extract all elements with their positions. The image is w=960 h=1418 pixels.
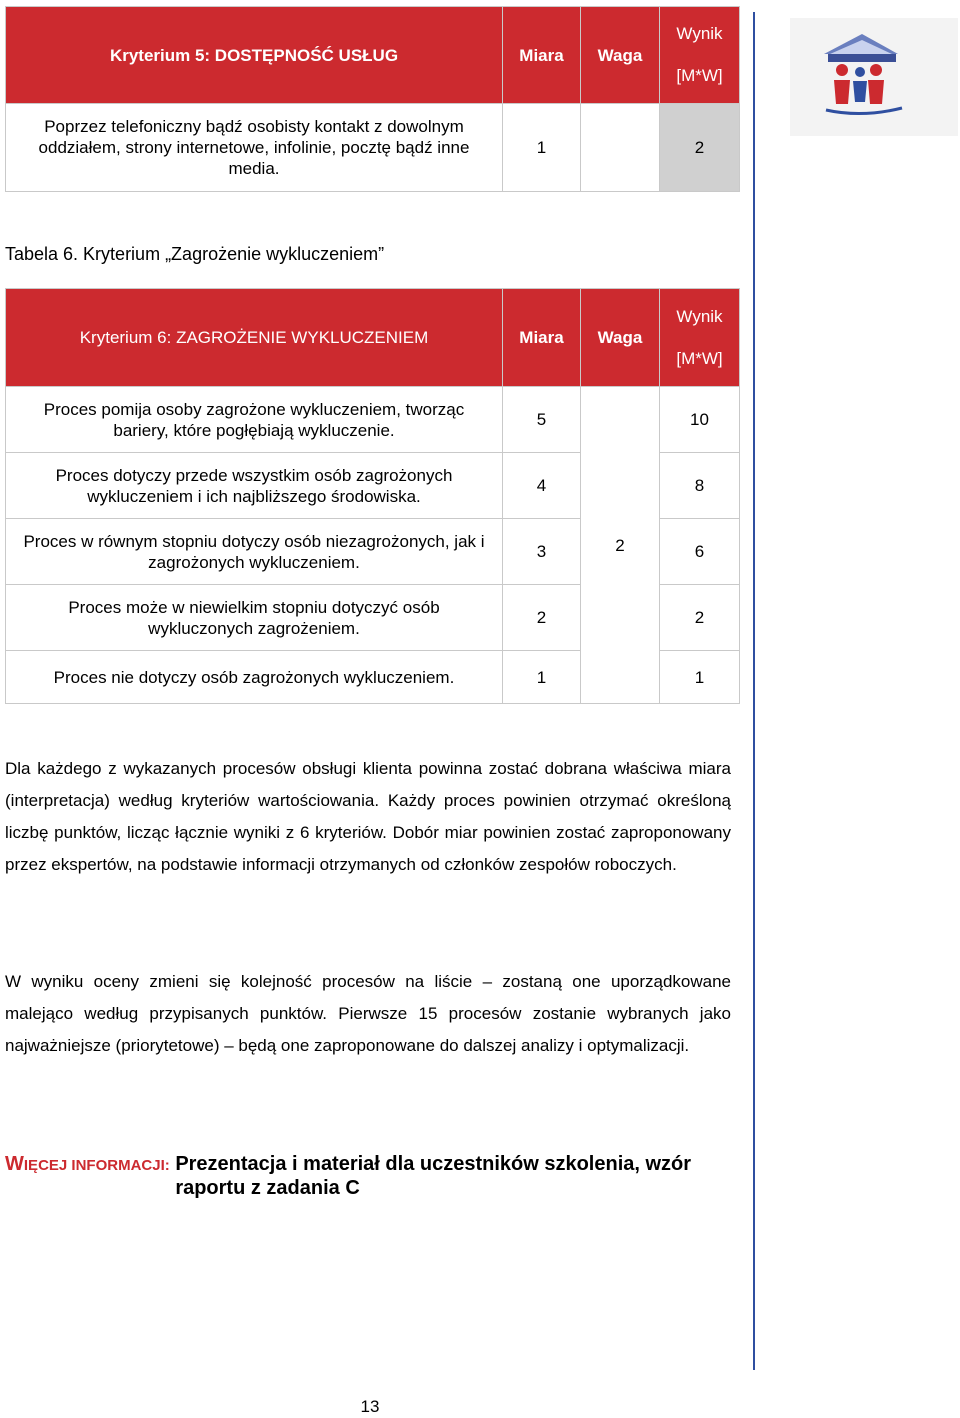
weight-cell bbox=[581, 104, 660, 192]
criterion-5-header: Kryterium 5: DOSTĘPNOŚĆ USŁUG bbox=[6, 7, 503, 104]
measure-cell: 2 bbox=[503, 585, 581, 651]
criterion-description: Proces pomija osoby zagrożone wykluczeniem, tworząc bariery, które pogłębiają wykluczenie. bbox=[6, 387, 503, 453]
table-header-row bbox=[6, 7, 740, 104]
criterion-description: Poprzez telefoniczny bądź osobisty kontakt z dowolnym oddziałem, strony internetowe, infolinie, pocztę bądź inne media. bbox=[6, 104, 503, 192]
measure-cell: 4 bbox=[503, 453, 581, 519]
criterion-description: Proces nie dotyczy osób zagrożonych wykluczeniem. bbox=[6, 651, 503, 704]
criterion-6-table bbox=[5, 288, 740, 704]
weight-header: Waga bbox=[581, 289, 660, 387]
measure-header: Miara bbox=[503, 289, 581, 387]
criterion-5-table bbox=[5, 6, 740, 192]
measure-cell: 1 bbox=[503, 651, 581, 704]
measure-cell: 5 bbox=[503, 387, 581, 453]
page-margin-rule bbox=[753, 12, 755, 1370]
result-cell: 10 bbox=[660, 387, 740, 453]
more-info-label: WIĘCEJ INFORMACJI: bbox=[5, 1153, 170, 1175]
criterion-description: Proces dotyczy przede wszystkim osób zagrożonych wykluczeniem i ich najbliższego środowiska. bbox=[6, 453, 503, 519]
page-number: 13 bbox=[360, 1397, 380, 1416]
measure-header: Miara bbox=[503, 7, 581, 104]
result-cell: 1 bbox=[660, 651, 740, 704]
criterion-description: Proces może w niewielkim stopniu dotyczyć osób wykluczonych zagrożeniem. bbox=[6, 585, 503, 651]
urzad-przyjazny-klientowi-logo bbox=[790, 18, 958, 136]
table-header-row bbox=[6, 289, 740, 387]
result-cell: 8 bbox=[660, 453, 740, 519]
criterion-6-header: Kryterium 6: ZAGROŻENIE WYKLUCZENIEM bbox=[6, 289, 503, 387]
result-header: Wynik [M*W] bbox=[660, 289, 740, 387]
measure-cell: 1 bbox=[503, 104, 581, 192]
result-cell: 2 bbox=[660, 104, 740, 192]
criterion-description: Proces w równym stopniu dotyczy osób niezagrożonych, jak i zagrożonych wykluczeniem. bbox=[6, 519, 503, 585]
measure-cell: 3 bbox=[503, 519, 581, 585]
weight-header: Waga bbox=[581, 7, 660, 104]
result-cell: 2 bbox=[660, 585, 740, 651]
table-caption: Tabela 6. Kryterium „Zagrożenie wykluczeniem” bbox=[5, 244, 385, 264]
more-info-link[interactable]: Prezentacja i materiał dla uczestników szkolenia, wzór raportu z zadania C bbox=[175, 1153, 692, 1199]
family-house-logo-icon bbox=[790, 18, 958, 136]
body-paragraph: Dla każdego z wykazanych procesów obsługi klienta powinna zostać dobrana właściwa miara (interpretacja) według kryteriów wartościowania. Każdy proces powinien otrzymać określoną liczbę punktów, licząc łącznie wyniki z 6 kryteriów. Dobór miar powinien zostać zaproponowany przez ekspertów, na podstawie informacji otrzymanych od członków zespołów roboczych. bbox=[5, 759, 731, 874]
table-row bbox=[6, 387, 740, 453]
table-row bbox=[6, 104, 740, 192]
weight-cell: 2 bbox=[581, 387, 660, 704]
result-cell: 6 bbox=[660, 519, 740, 585]
more-info-section bbox=[5, 1152, 713, 1200]
body-paragraph: W wyniku oceny zmieni się kolejność procesów na liście – zostaną one uporządkowane malejąco według przypisanych punktów. Pierwsze 15 procesów zostanie wybranych jako najważniejsze (priorytetowe) – będą one zaproponowane do dalszej analizy i optymalizacji. bbox=[5, 972, 731, 1055]
result-header: Wynik [M*W] bbox=[660, 7, 740, 104]
